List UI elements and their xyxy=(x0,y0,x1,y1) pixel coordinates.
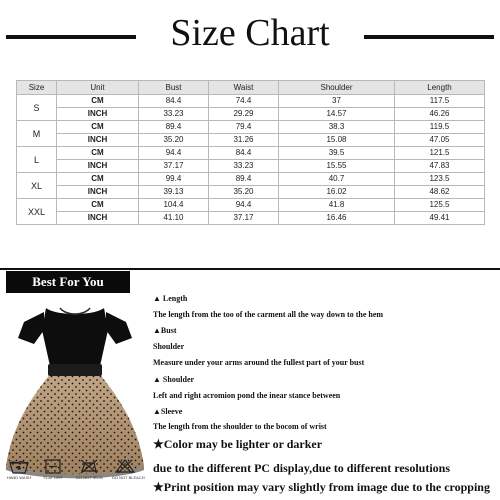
shoulder-heading: ▲ Shoulder xyxy=(153,375,195,384)
bust-cell: 33.23 xyxy=(139,108,209,121)
best-for-you-label: Best For You xyxy=(6,271,130,293)
column-header-unit: Unit xyxy=(57,81,139,95)
table-row xyxy=(17,160,485,173)
table-row xyxy=(17,134,485,147)
care-item-do-not-bleach xyxy=(112,458,145,480)
table-row xyxy=(17,173,485,186)
size-cell: L xyxy=(17,147,57,173)
table-row xyxy=(17,147,485,160)
size-cell: M xyxy=(17,121,57,147)
length-cell: 46.26 xyxy=(395,108,485,121)
length-cell: 117.5 xyxy=(395,95,485,108)
size-cell: S xyxy=(17,95,57,121)
bust-cell: 35.20 xyxy=(139,134,209,147)
bust-heading: ▲Bust xyxy=(153,326,177,335)
print-note: ★Print position may vary slightly from image due to the cropping xyxy=(153,480,490,494)
bust-cell: 37.17 xyxy=(139,160,209,173)
shoulder-cell: 15.55 xyxy=(279,160,395,173)
hand-wash-icon xyxy=(8,458,30,474)
table-row xyxy=(17,121,485,134)
length-cell: 47.05 xyxy=(395,134,485,147)
bust-text: Measure under your arms around the fullest part of your bust xyxy=(153,358,365,367)
length-text: The length from the too of the carment all the way down to the hem xyxy=(153,310,384,319)
unit-cell: CM xyxy=(57,147,139,160)
waist-cell: 29.29 xyxy=(209,108,279,121)
do-not-iron-icon xyxy=(78,458,100,474)
care-item-flat-dry xyxy=(40,458,66,480)
do-not-bleach-icon xyxy=(114,458,136,474)
bust-cell: 84.4 xyxy=(139,95,209,108)
unit-cell: INCH xyxy=(57,134,139,147)
table-row xyxy=(17,199,485,212)
waist-cell: 31.26 xyxy=(209,134,279,147)
waist-cell: 89.4 xyxy=(209,173,279,186)
unit-cell: INCH xyxy=(57,212,139,225)
shoulder-cell: 16.02 xyxy=(279,186,395,199)
length-cell: 119.5 xyxy=(395,121,485,134)
shoulder-cell: 41.8 xyxy=(279,199,395,212)
display-note: due to the different PC display,due to different resolutions xyxy=(153,461,451,475)
length-cell: 48.62 xyxy=(395,186,485,199)
waist-cell: 35.20 xyxy=(209,186,279,199)
waist-cell: 37.17 xyxy=(209,212,279,225)
title-rule-right xyxy=(364,35,494,39)
sleeve-text: The length from the shoulder to the bocom of wrist xyxy=(153,422,327,431)
length-cell: 47.83 xyxy=(395,160,485,173)
bust-cell: 89.4 xyxy=(139,121,209,134)
unit-cell: CM xyxy=(57,95,139,108)
shoulder-cell: 40.7 xyxy=(279,173,395,186)
waist-cell: 79.4 xyxy=(209,121,279,134)
bust-cell: 104.4 xyxy=(139,199,209,212)
bust-cell: 94.4 xyxy=(139,147,209,160)
shoulder-cell: 39.5 xyxy=(279,147,395,160)
column-header-shoulder: Shoulder xyxy=(279,81,395,95)
section-divider xyxy=(0,268,500,270)
size-chart-header xyxy=(0,8,500,58)
care-item-do-not-iron xyxy=(76,458,102,480)
waist-cell: 84.4 xyxy=(209,147,279,160)
waist-cell: 74.4 xyxy=(209,95,279,108)
length-heading: ▲ Length xyxy=(153,294,188,303)
size-cell: XXL xyxy=(17,199,57,225)
shoulder-cell: 38.3 xyxy=(279,121,395,134)
shoulder-word: Shoulder xyxy=(153,342,185,351)
unit-cell: INCH xyxy=(57,186,139,199)
column-header-size: Size xyxy=(17,81,57,95)
bust-cell: 39.13 xyxy=(139,186,209,199)
bust-cell: 41.10 xyxy=(139,212,209,225)
table-row xyxy=(17,95,485,108)
care-instructions xyxy=(6,458,146,498)
unit-cell: INCH xyxy=(57,108,139,121)
length-cell: 121.5 xyxy=(395,147,485,160)
table-row xyxy=(17,186,485,199)
care-label: FLAT DRY xyxy=(43,475,63,480)
length-cell: 125.5 xyxy=(395,199,485,212)
care-item-hand-wash xyxy=(6,458,32,480)
care-label: DO NOT IRON xyxy=(76,475,103,480)
care-label: DO NOT BLEACH xyxy=(112,475,145,480)
unit-cell: CM xyxy=(57,173,139,186)
length-cell: 49.41 xyxy=(395,212,485,225)
unit-cell: CM xyxy=(57,199,139,212)
column-header-length: Length xyxy=(395,81,485,95)
size-cell: XL xyxy=(17,173,57,199)
sleeve-heading: ▲Sleeve xyxy=(153,407,183,416)
shoulder-cell: 15.08 xyxy=(279,134,395,147)
shoulder-text: Left and right acromion pond the inear stance between xyxy=(153,391,341,400)
size-table xyxy=(16,80,485,225)
waist-cell: 33.23 xyxy=(209,160,279,173)
shoulder-cell: 14.57 xyxy=(279,108,395,121)
unit-cell: INCH xyxy=(57,160,139,173)
title-rule-left xyxy=(6,35,136,39)
column-header-bust: Bust xyxy=(139,81,209,95)
color-note: ★Color may be lighter or darker xyxy=(153,437,323,451)
length-cell: 123.5 xyxy=(395,173,485,186)
shoulder-cell: 16.46 xyxy=(279,212,395,225)
shoulder-cell: 37 xyxy=(279,95,395,108)
table-header-row xyxy=(17,81,485,95)
column-header-waist: Waist xyxy=(209,81,279,95)
waist-cell: 94.4 xyxy=(209,199,279,212)
table-row xyxy=(17,108,485,121)
dress-image xyxy=(4,294,146,480)
table-row xyxy=(17,212,485,225)
bust-cell: 99.4 xyxy=(139,173,209,186)
care-label: HAND WASH xyxy=(6,475,32,480)
page-title: Size Chart xyxy=(170,12,330,54)
unit-cell: CM xyxy=(57,121,139,134)
flat-dry-icon xyxy=(44,458,62,474)
